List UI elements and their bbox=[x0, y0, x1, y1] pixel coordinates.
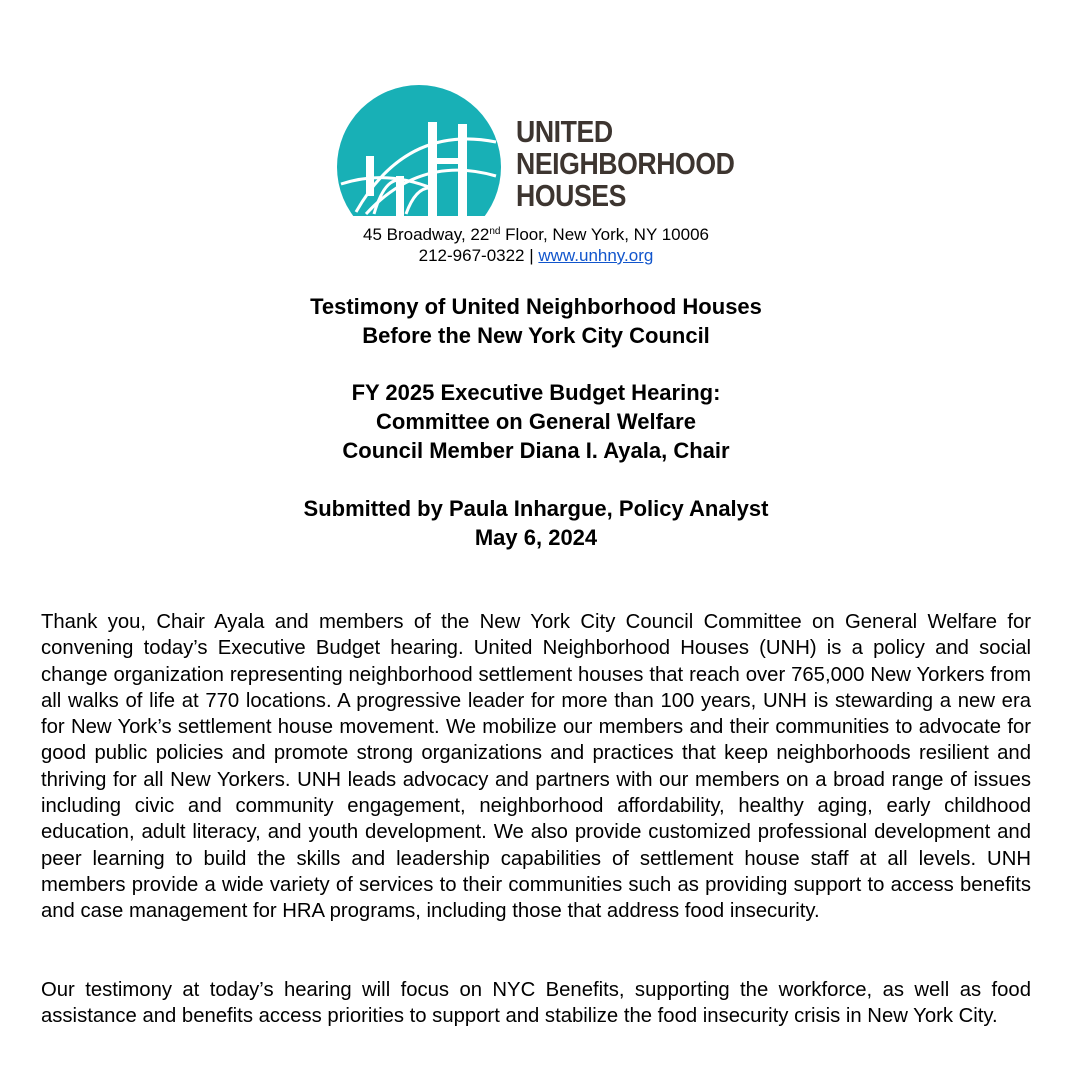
testimony-title-line-2: Before the New York City Council bbox=[362, 323, 710, 348]
website-link[interactable]: www.unhny.org bbox=[538, 246, 654, 265]
unh-logo-mark bbox=[336, 84, 506, 224]
unh-wordmark bbox=[516, 116, 735, 212]
contact-line bbox=[0, 245, 1072, 266]
street-prefix: 45 Broadway, 22 bbox=[363, 225, 490, 244]
submitted-by: Submitted by Paula Inhargue, Policy Analyst bbox=[303, 496, 769, 521]
submission-date: May 6, 2024 bbox=[474, 525, 598, 550]
hearing-title: FY 2025 Executive Budget Hearing: bbox=[351, 380, 721, 405]
committee-chair: Council Member Diana I. Ayala, Chair bbox=[342, 438, 730, 463]
floor-ordinal: nd bbox=[489, 226, 501, 237]
testimony-title-line-1: Testimony of United Neighborhood Houses bbox=[310, 294, 762, 319]
street-suffix: Floor, New York, NY 10006 bbox=[500, 225, 709, 244]
wordmark-line-1: UNITED bbox=[516, 114, 613, 149]
phone-number: 212-967-0322 | bbox=[418, 246, 539, 265]
unh-logo bbox=[336, 84, 746, 224]
committee-name: Committee on General Welfare bbox=[376, 409, 696, 434]
street-address bbox=[0, 224, 1072, 245]
wordmark-line-3: HOUSES bbox=[516, 178, 627, 213]
focus-paragraph: Our testimony at today’s hearing will focus on NYC Benefits, supporting the workforce, as well as food assistance and benefits access priorities to support and stabilize the food insecurity crisis in New York City. bbox=[41, 979, 1031, 1028]
wordmark-line-2: NEIGHBORHOOD bbox=[516, 146, 735, 181]
intro-paragraph: Thank you, Chair Ayala and members of the New York City Council Committee on General Welfare for convening today’s Executive Budget hearing. United Neighborhood Houses (UNH) is a policy and social change organization representing neighborhood settlement houses that reach over 765,000 New Yorkers from all walks of life at 770 locations. A progressive leader for more than 100 years, UNH is stewarding a new era for New York’s settlement house movement. We mobilize our members and their communities to advocate for good public policies and promote strong organizations and practices that keep neighborhoods resilient and thriving for all New Yorkers. UNH leads advocacy and partners with our members on a broad range of issues including civic and community engagement, neighborhood affordability, healthy aging, early childhood education, adult literacy, and youth development. We also provide customized professional development and peer learning to build the skills and leadership capabilities of settlement house staff at all levels. UNH members provide a wide variety of services to their communities such as providing support to access benefits and case management for HRA programs, including those that address food insecurity. bbox=[41, 611, 1031, 923]
